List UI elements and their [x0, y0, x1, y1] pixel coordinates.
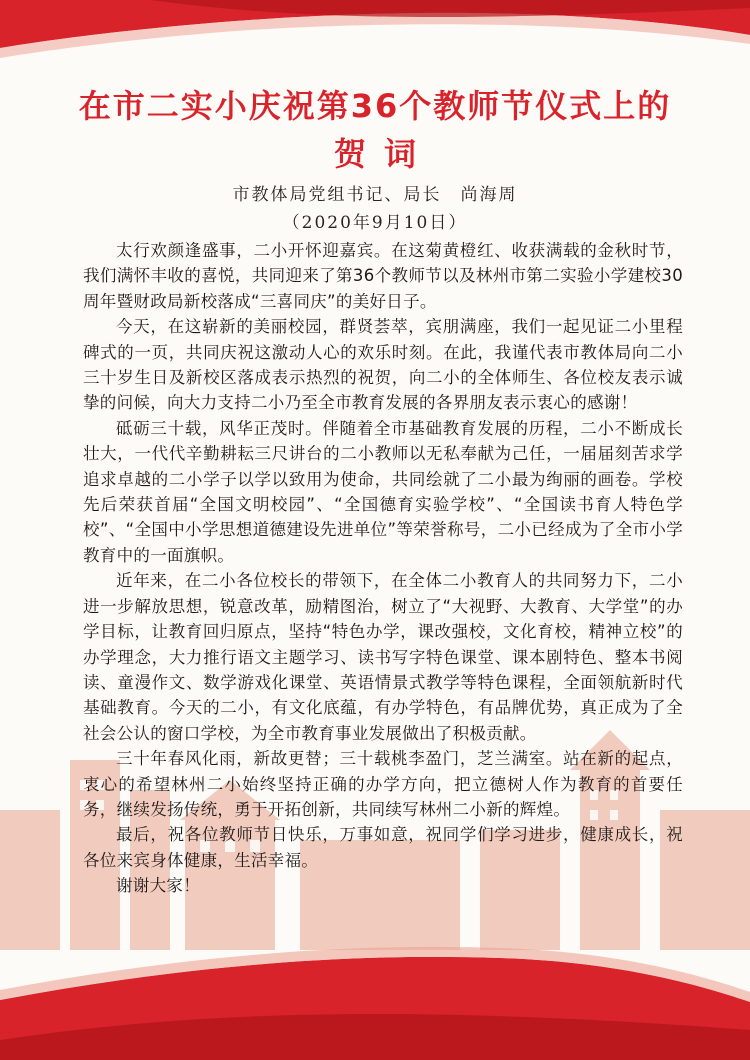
paragraph: 最后，祝各位教师节日快乐，万事如意，祝同学们学习进步，健康成长，祝各位来宾身体健康，生活幸福。 [83, 825, 683, 870]
paragraph: 砥砺三十载，风华正茂时。伴随着全市基础教育发展的历程，二小不断成长壮大，一代代辛勤耕耘三尺讲台的二小教师以无私奉献为己任，一届届刻苦求学追求卓越的二小学子以学以致用为使命，共同绘就了二小最为绚丽的画卷。学校先后荣获首届“全国文明校园”、“全国德育实验学校”、“全国读书育人特色学校”、“全国中小学思想道德建设先进单位”等荣誉称号，二小已经成为了全市小学教育中的一面旗帜。 [83, 418, 683, 565]
author-line: 市教体局党组书记、局长 尚海周 [232, 185, 518, 205]
date-line: （2020年9月10日） [282, 213, 468, 233]
paragraph: 近年来，在二小各位校长的带领下，在全体二小教育人的共同努力下，二小进一步解放思想，锐意改革，励精图治，树立了“大视野、大教育、大学堂”的办学目标，让教育回归原点，坚持“特色办学，课改强校，文化育校，精神立校”的办学理念，大力推行语文主题学习、读书写字特色课堂、课本剧特色、整本书阅读、童漫作文、数学游戏化课堂、英语情景式教学等特色课程，全面领航新时代基础教育。今天的二小，有文化底蕴，有办学特色，有品牌优势，真正成为了全社会公认的窗口学校，为全市教育事业发展做出了积极贡献。 [83, 571, 683, 743]
title-line-1: 在市二实小庆祝第36个教师节仪式上的 [78, 87, 672, 125]
title-line-2: 贺词 [333, 135, 434, 173]
speech-body [83, 238, 683, 899]
paragraph: 今天，在这崭新的美丽校园，群贤荟萃，宾朋满座，我们一起见证二小里程碑式的一页，共同庆祝这激动人心的欢乐时刻。在此，我谨代表市教体局向二小三十岁生日及新校区落成表示热烈的祝贺，向二小的全体师生、各位校友表示诚挚的问候，向大力支持二小乃至全市教育发展的各界朋友表示衷心的感谢！ [83, 317, 683, 413]
paragraph: 谢谢大家！ [116, 876, 200, 896]
paragraph: 太行欢颜逢盛事，二小开怀迎嘉宾。在这菊黄橙红、收获满载的金秋时节，我们满怀丰收的喜悦，共同迎来了第36个教师节以及林州市第二实验小学建校30周年暨财政局新校落成“三喜同庆”的美好日子。 [83, 241, 683, 311]
paragraph: 三十年春风化雨，新故更替；三十载桃李盈门，芝兰满室。站在新的起点，衷心的希望林州二小始终坚持正确的办学方向，把立德树人作为教育的首要任务，继续发扬传统，勇于开拓创新，共同续写林州二小新的辉煌。 [83, 749, 683, 819]
